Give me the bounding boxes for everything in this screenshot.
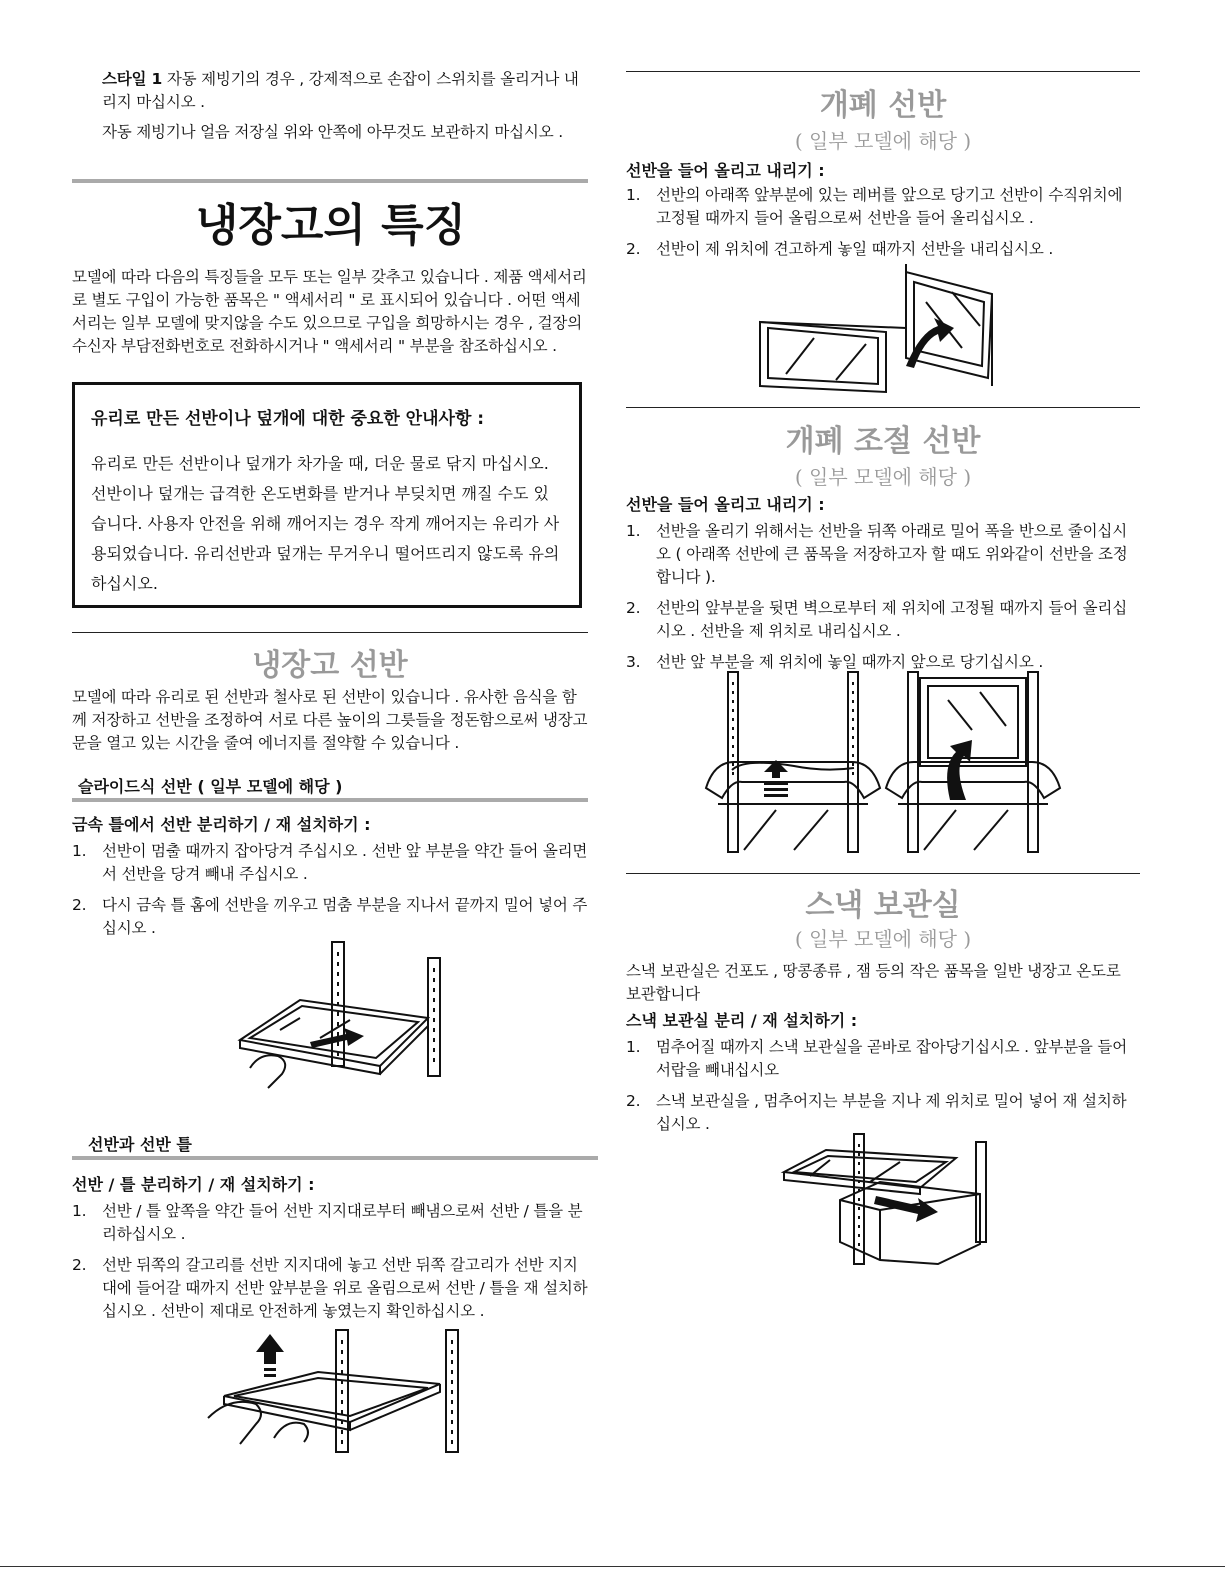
list-item: 3. 선반 앞 부분을 제 위치에 놓일 때까지 앞으로 당기십시오 . <box>626 653 1044 671</box>
style-note-text: 자동 제빙기의 경우 , 강제적으로 손잡이 스위치를 올리거나 내리지 마십시오 . <box>102 70 579 111</box>
divider <box>626 71 1140 72</box>
style-label: 스타일 1 <box>102 70 163 88</box>
adjust-shelf-illustration <box>704 670 1068 854</box>
features-intro: 모델에 따라 다음의 특징들을 모두 또는 일부 갖추고 있습니다 . 제품 액세서리로 별도 구입이 가능한 품목은 " 액세서리 " 로 표시되어 있습니다 . 어떤 액세서리는 일부 모델에 맞지않을 수도 있으므로 구입을 희망하시는 경우 , 걸장의 수신자 부담전화번호로 전화하시거나 " 액세서리 " 부분을 참조하십시오 . <box>72 268 587 355</box>
page-bottom-rule <box>0 1566 1225 1567</box>
sliding-shelf-bar: 슬라이드식 선반 ( 일부 모델에 해당 ) <box>72 776 588 802</box>
section-title-fold: 개폐 선반 <box>819 88 947 123</box>
snack-heading: 스낵 보관실 분리 / 재 설치하기 : <box>626 1011 858 1030</box>
shelf-frame-illustration <box>200 1326 470 1456</box>
divider <box>72 179 588 183</box>
fold-steps <box>626 184 1140 269</box>
list-item: 2. 선반의 앞부분을 뒷면 벽으로부터 제 위치에 고정될 때까지 들어 올리십시오 . 선반을 제 위치로 내리십시오 . <box>626 599 1127 640</box>
list-item: 1. 선반을 올리기 위해서는 선반을 뒤쪽 아래로 밀어 폭을 반으로 줄이십시오 ( 아래쪽 선반에 큰 품목을 저장하고자 할 때도 위와같이 선반을 조정합니다 ). <box>626 522 1128 586</box>
style-note <box>102 68 586 144</box>
list-item: 2. 선반이 제 위치에 견고하게 놓일 때까지 선반을 내리십시오 . <box>626 240 1054 258</box>
section-title-shelves: 냉장고 선반 <box>252 648 408 683</box>
list-item: 2. 스낵 보관실을 , 멈추어지는 부분을 지나 제 위치로 밀어 넣어 재 설치하십시오 . <box>626 1092 1127 1133</box>
notice-body: 유리로 만든 선반이나 덮개가 차가울 때, 더운 물로 닦지 마십시오. 선반이나 덮개는 급격한 온도변화를 받거나 부딪치면 깨질 수도 있습니다. 사용자 안전을 위해 깨어지는 경우 작게 깨어지는 유리가 사용되었습니다. 유리선반과 덮개는 무거우니 떨어뜨리지 않도록 유의하십시오. <box>91 454 560 593</box>
page-title: 냉장고의 특징 <box>195 200 467 251</box>
snack-steps <box>626 1036 1140 1144</box>
fold-heading: 선반을 들어 올리고 내리기 : <box>626 161 825 180</box>
divider <box>626 873 1140 874</box>
list-item: 1. 선반이 멈출 때까지 잡아당겨 주십시오 . 선반 앞 부분을 약간 들어 올리면서 선반을 당겨 빼내 주십시오 . <box>72 842 588 883</box>
adjust-steps <box>626 520 1140 682</box>
model-note: ( 일부 모델에 해당 ) <box>794 927 972 951</box>
section-title-adjust: 개폐 조절 선반 <box>785 424 981 459</box>
adjust-heading: 선반을 들어 올리고 내리기 : <box>626 495 825 514</box>
list-item: 1. 선반 / 틀 앞쪽을 약간 들어 선반 지지대로부터 빼냄으로써 선반 / 틀을 분리하십시오 . <box>72 1202 583 1243</box>
frames-heading: 선반 / 틀 분리하기 / 재 설치하기 : <box>72 1175 315 1194</box>
snack-pan-illustration <box>780 1132 1000 1268</box>
fold-shelf-illustration <box>756 262 1006 398</box>
frames-steps <box>72 1200 590 1331</box>
list-item: 2. 선반 뒤쪽의 갈고리를 선반 지지대에 놓고 선반 뒤쪽 갈고리가 선반 지지대에 들어갈 때까지 선반 앞부분을 위로 올림으로써 선반 / 틀을 재 설치하십시오 . 선반이 제대로 안전하게 놓였는지 확인하십시오 . <box>72 1256 588 1320</box>
sliding-shelf-illustration <box>220 938 450 1098</box>
glass-notice-box <box>72 382 582 608</box>
list-item: 1. 멈추어질 때까지 스낵 보관실을 곧바로 잡아당기십시오 . 앞부분을 들어 서랍을 빼내십시오 <box>626 1038 1127 1079</box>
model-note: ( 일부 모델에 해당 ) <box>794 465 972 489</box>
sliding-heading: 금속 틀에서 선반 분리하기 / 재 설치하기 : <box>72 815 371 834</box>
model-note: ( 일부 모델에 해당 ) <box>794 129 972 153</box>
sliding-steps <box>72 840 588 948</box>
snack-intro: 스낵 보관실은 건포도 , 땅콩종류 , 잼 등의 작은 품목을 일반 냉장고 온도로 보관합니다 <box>626 962 1121 1003</box>
shelves-frames-bar: 선반과 선반 틀 <box>72 1134 598 1160</box>
list-item: 1. 선반의 아래쪽 앞부분에 있는 레버를 앞으로 당기고 선반이 수직위치에 고정될 때까지 들어 올림으로써 선반을 들어 올리십시오 . <box>626 186 1123 227</box>
list-item: 2. 다시 금속 틀 홈에 선반을 끼우고 멈춤 부분을 지나서 끝까지 밀어 넣어 주십시오 . <box>72 896 588 937</box>
section-title-snack: 스낵 보관실 <box>805 888 961 923</box>
divider <box>72 632 588 633</box>
divider <box>626 407 1140 408</box>
shelves-intro: 모델에 따라 유리로 된 선반과 철사로 된 선반이 있습니다 . 유사한 음식을 함께 저장하고 선반을 조정하여 서로 다른 높이의 그릇들을 정돈함으로써 냉장고 문을 열고 있는 시간을 줄여 에너지를 절약할 수 있습니다 . <box>72 688 588 752</box>
notice-title: 유리로 만든 선반이나 덮개에 대한 중요한 안내사항 : <box>91 409 485 429</box>
style-note-text-2: 자동 제빙기나 얼음 저장실 위와 안쪽에 아무것도 보관하지 마십시오 . <box>102 123 563 141</box>
